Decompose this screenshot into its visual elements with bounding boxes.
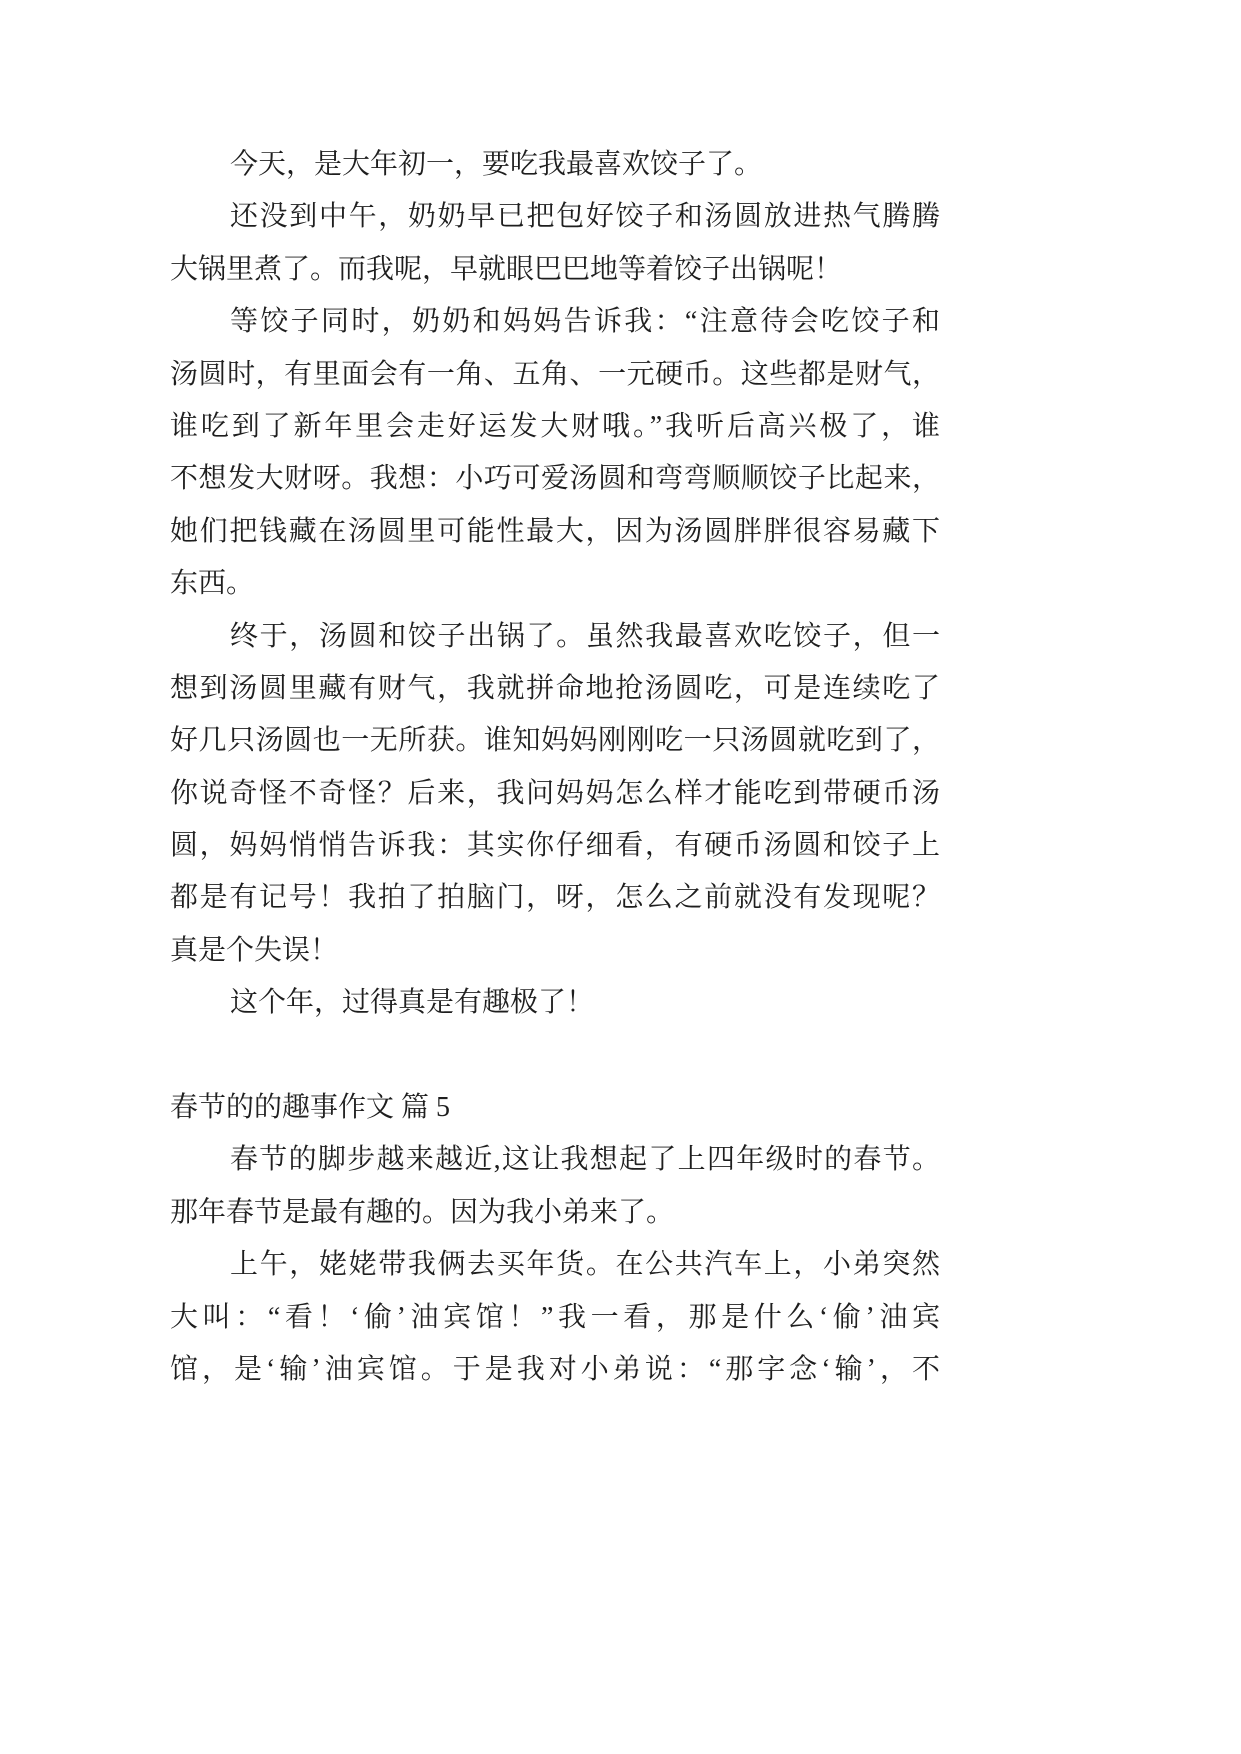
paragraph bbox=[170, 977, 940, 1029]
article-body bbox=[170, 139, 940, 1030]
text-line: 谁吃到了新年里会走好运发大财哦。”我听后高兴极了，谁 bbox=[170, 410, 940, 442]
text-line: 终于，汤圆和饺子出锅了。虽然我最喜欢吃饺子，但一 bbox=[230, 620, 940, 652]
text-line: 她们把钱藏在汤圆里可能性最大，因为汤圆胖胖很容易藏下 bbox=[170, 515, 940, 547]
essay-section bbox=[170, 1082, 940, 1396]
text-line: 大叫：“看！‘偷’油宾馆！”我一看，那是什么‘偷’油宾 bbox=[170, 1301, 940, 1333]
text-line: 想到汤圆里藏有财气，我就拼命地抢汤圆吃，可是连续吃了 bbox=[170, 672, 940, 704]
text-line: 馆，是‘输’油宾馆。于是我对小弟说：“那字念‘输’，不 bbox=[170, 1353, 940, 1385]
text-line: 等饺子同时，奶奶和妈妈告诉我：“注意待会吃饺子和 bbox=[230, 306, 940, 338]
section-heading: 春节的的趣事作文 篇 5 bbox=[170, 1092, 451, 1124]
text-line: 圆，妈妈悄悄告诉我：其实你仔细看，有硬币汤圆和饺子上 bbox=[170, 830, 940, 862]
paragraph bbox=[170, 611, 940, 978]
text-line: 你说奇怪不奇怪？后来，我问妈妈怎么样才能吃到带硬币汤 bbox=[170, 777, 940, 809]
paragraph bbox=[170, 296, 940, 610]
text-line: 东西。 bbox=[170, 568, 255, 600]
text-line: 还没到中午，奶奶早已把包好饺子和汤圆放进热气腾腾 bbox=[230, 201, 940, 233]
paragraph bbox=[170, 1134, 940, 1239]
text-line: 好几只汤圆也一无所获。谁知妈妈刚刚吃一只汤圆就吃到了， bbox=[170, 725, 940, 757]
paragraph bbox=[170, 191, 940, 296]
text-line: 汤圆时，有里面会有一角、五角、一元硬币。这些都是财气， bbox=[170, 358, 940, 390]
text-line: 那年春节是最有趣的。因为我小弟来了。 bbox=[170, 1196, 675, 1228]
paragraph bbox=[170, 1239, 940, 1396]
document-page bbox=[170, 139, 940, 1396]
text-line: 大锅里煮了。而我呢，早就眼巴巴地等着饺子出锅呢！ bbox=[170, 253, 843, 285]
text-line: 这个年，过得真是有趣极了！ bbox=[230, 987, 595, 1019]
text-line: 都是有记号！我拍了拍脑门，呀，怎么之前就没有发现呢？ bbox=[170, 882, 940, 914]
text-line: 真是个失误！ bbox=[170, 934, 339, 966]
text-line: 春节的脚步越来越近,这让我想起了上四年级时的春节。 bbox=[230, 1144, 940, 1176]
text-line: 今天，是大年初一，要吃我最喜欢饺子了。 bbox=[230, 149, 763, 180]
paragraph bbox=[170, 139, 940, 191]
text-line: 上午，姥姥带我俩去买年货。在公共汽车上，小弟突然 bbox=[230, 1249, 940, 1281]
text-line: 不想发大财呀。我想：小巧可爱汤圆和弯弯顺顺饺子比起来， bbox=[170, 463, 940, 495]
